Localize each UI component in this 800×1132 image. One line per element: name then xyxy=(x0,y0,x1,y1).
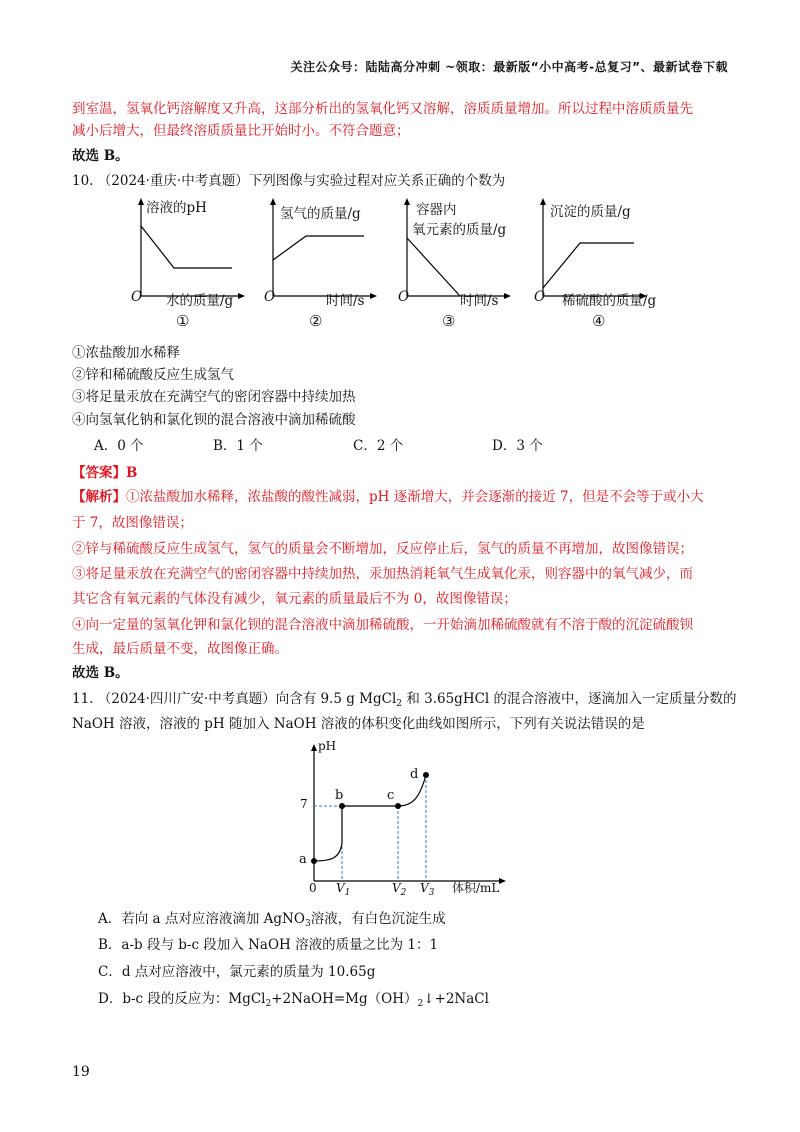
graph-1-ylabel: 溶液的pH xyxy=(146,200,207,216)
graph-3-origin: O xyxy=(398,289,410,305)
point-d-label: d xyxy=(410,767,419,782)
page-number: 19 xyxy=(72,1064,90,1080)
graph-1-xlabel: 水的质量/g xyxy=(166,293,234,309)
graph-2-origin: O xyxy=(264,289,276,305)
q11-stem-sub: 2 xyxy=(396,699,403,709)
q11-stem-line-2: NaOH 溶液，溶液的 pH 随加入 NaOH 溶液的体积变化曲线如图所示，下列有关说法错误的是 xyxy=(72,716,645,732)
q11-opt-d-end: ↓+2NaCl xyxy=(423,991,489,1007)
q10-analysis-line-2: 于 7，故图像错误； xyxy=(72,515,193,531)
q11-origin: 0 xyxy=(309,881,317,895)
v1-label xyxy=(336,881,350,898)
graph-3-xlabel: 时间/s xyxy=(460,293,499,309)
q10-option-a: A．0 个 xyxy=(94,438,144,454)
q11-opt-a-text-2: 溶液，有白色沉淀生成 xyxy=(310,911,446,927)
q10-item-1: ①浓盐酸加水稀释 xyxy=(72,345,180,361)
graph-3-number: ③ xyxy=(442,312,456,330)
q11-opt-a-text: A．若向 a 点对应溶液滴加 AgNO xyxy=(98,911,305,927)
q11-option-d xyxy=(98,987,489,1009)
q10-option-d: D．3 个 xyxy=(492,438,543,454)
q10-analysis-line-6: ④向一定量的氢氧化钾和氯化钡的混合溶液中滴加稀硫酸，一开始滴加稀硫酸就有不溶于酸的沉淀硫酸钡 xyxy=(72,617,693,633)
q10-item-4: ④向氢氧化钠和氯化钡的混合溶液中滴加稀硫酸 xyxy=(72,412,356,428)
q11-y7-label: 7 xyxy=(300,797,308,811)
point-c-label: c xyxy=(387,788,395,803)
q11-option-a xyxy=(98,907,446,929)
prev-analysis-line-2: 减小后增大，但最终溶质质量比开始时小。不符合题意； xyxy=(72,123,410,139)
q11-xlabel: 体积/mL xyxy=(452,881,500,895)
v1-letter: V xyxy=(336,881,345,895)
q10-analysis-line-5: 其它含有氧元素的气体没有减少，氧元素的质量最后不为 0，故图像错误； xyxy=(72,591,517,607)
graph-4-xlabel: 稀硫酸的质量/g xyxy=(562,293,657,309)
q10-answer: 【答案】B xyxy=(72,465,138,481)
page-header: 关注公众号：陆陆高分冲刺 ~领取：最新版“小中高考-总复习”、最新试卷下载 xyxy=(290,60,728,74)
v2-label xyxy=(392,881,406,898)
analysis-tag: 【解析】 xyxy=(72,489,126,505)
v2-letter: V xyxy=(392,881,401,895)
graph-1-origin: O xyxy=(131,289,143,305)
v2-sub: 2 xyxy=(400,888,407,898)
v3-letter: V xyxy=(420,881,429,895)
q11-opt-a-sub: 3 xyxy=(304,919,311,929)
q11-opt-d-text: D．b-c 段的反应为： xyxy=(98,991,229,1007)
graph-2-ylabel: 氢气的质量/g xyxy=(280,206,361,222)
q10-choice: 故选 B。 xyxy=(72,665,129,681)
q10-analysis-line-3: ②锌与稀硫酸反应生成氢气，氢气的质量会不断增加，反应停止后，氢气的质量不再增加，故图像错误； xyxy=(72,541,693,557)
q11-graph-canvas xyxy=(290,738,520,898)
graph-3-ylabel-1: 容器内 xyxy=(416,202,457,218)
q10-analysis-line-7: 生成，最后质量不变，故图像正确。 xyxy=(72,641,288,657)
q11-option-b: B．a-b 段与 b-c 段加入 NaOH 溶液的质量之比为 1：1 xyxy=(98,937,439,953)
q10-analysis-line-4: ③将足量汞放在充满空气的密闭容器中持续加热，汞加热消耗氧气生成氧化汞，则容器中的氧气减少，而 xyxy=(72,566,693,582)
graph-3-ylabel-2: 氧元素的质量/g xyxy=(412,222,507,238)
graph-2-xlabel: 时间/s xyxy=(326,293,365,309)
prev-analysis-line-1: 到室温，氢氧化钙溶解度又升高，这部分析出的氢氧化钙又溶解，溶质质量增加。所以过程中溶质质量先 xyxy=(72,101,693,117)
graph-4-number: ④ xyxy=(592,312,606,330)
q10-item-2: ②锌和稀硫酸反应生成氢气 xyxy=(72,367,234,383)
q11-ylabel: pH xyxy=(318,739,337,753)
q10-option-c: C．2 个 xyxy=(353,438,404,454)
q11-opt-d-mgcl: MgCl xyxy=(228,991,266,1007)
q10-stem: 10. （2024·重庆·中考真题）下列图像与实验过程对应关系正确的个数为 xyxy=(72,173,506,189)
graph-4-origin: O xyxy=(534,289,546,305)
q11-option-c: C．d 点对应溶液中，氯元素的质量为 10.65g xyxy=(98,964,376,980)
q11-opt-d-mid: +2NaOH=Mg（OH） xyxy=(271,991,418,1007)
q11-stem-part-a: 11. （2024·四川广安·中考真题）向含有 9.5 g MgCl xyxy=(72,691,397,707)
point-b-label: b xyxy=(335,788,344,803)
q11-opt-d-sub-2: 2 xyxy=(417,999,424,1009)
v1-sub: 1 xyxy=(344,888,351,898)
q10-option-b: B．1 个 xyxy=(213,438,263,454)
analysis-text-1: ①浓盐酸加水稀释，浓盐酸的酸性减弱，pH 逐渐增大，并会逐渐的接近 7，但是不会等于或小大 xyxy=(126,489,704,505)
q11-stem-line-1 xyxy=(72,688,737,715)
graph-4-ylabel: 沉淀的质量/g xyxy=(550,204,631,220)
v3-sub: 3 xyxy=(428,888,435,898)
v3-label xyxy=(420,881,434,898)
q11-opt-d-sub-1: 2 xyxy=(265,999,272,1009)
graph-2-number: ② xyxy=(309,312,323,330)
q10-analysis-line-1 xyxy=(72,486,704,508)
prev-choice: 故选 B。 xyxy=(72,148,129,164)
q11-ph-graph xyxy=(290,738,520,898)
point-a-label: a xyxy=(299,852,307,867)
q10-item-3: ③将足量汞放在充满空气的密闭容器中持续加热 xyxy=(72,389,356,405)
q11-stem-part-c: 和 3.65gHCl 的混合溶液中，逐滴加入一定质量分数的 xyxy=(402,691,737,707)
graph-1-number: ① xyxy=(176,312,190,330)
